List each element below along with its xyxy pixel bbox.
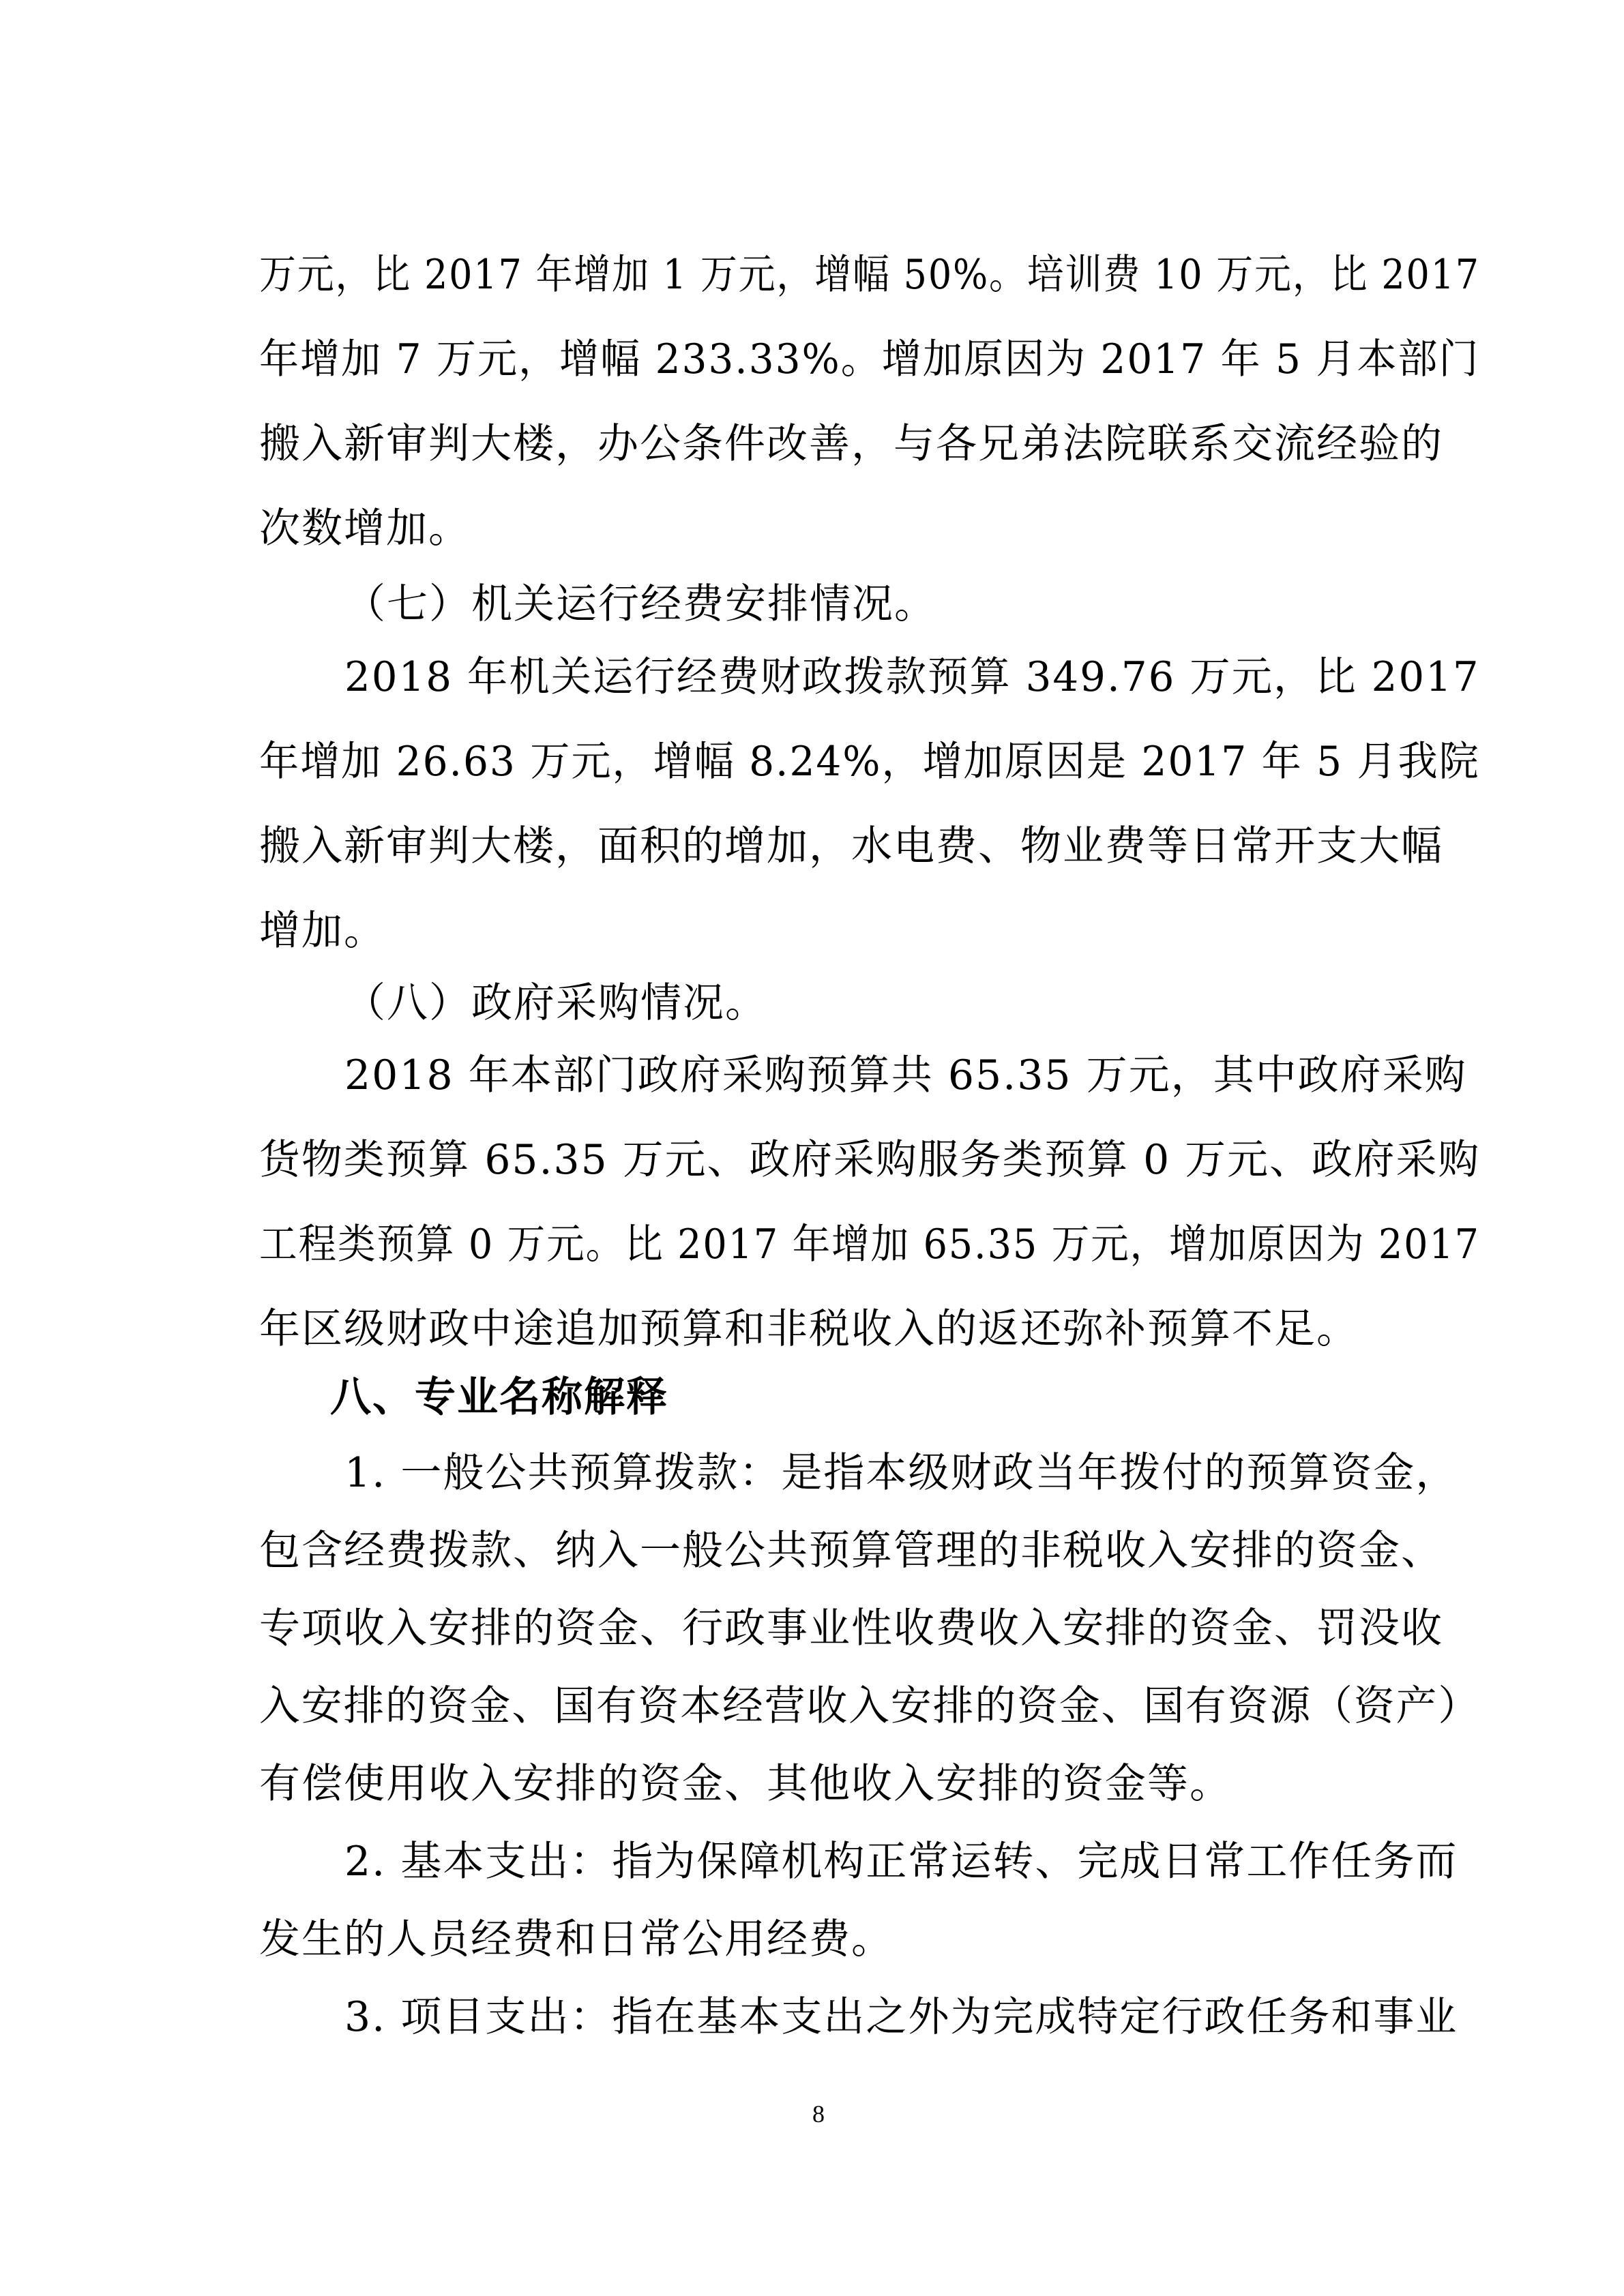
body-line: 搬入新审判大楼，办公条件改善，与各兄弟法院联系交流经验的 [259, 420, 1443, 468]
body-line: 货物类预算 65.35 万元、政府采购服务类预算 0 万元、政府采购 [259, 1136, 1481, 1184]
page-number: 8 [812, 2100, 825, 2128]
body-line: 入安排的资金、国有资本经营收入安排的资金、国有资源（资产） [259, 1682, 1481, 1730]
body-line: 年增加 26.63 万元，增幅 8.24%，增加原因是 2017 年 5 月我院 [259, 738, 1480, 786]
section-heading: 八、专业名称解释 [330, 1373, 668, 1421]
body-line: 搬入新审判大楼，面积的增加，水电费、物业费等日常开支大幅 [259, 822, 1443, 870]
section-subheading: （七）机关运行经费安排情况。 [344, 580, 936, 628]
body-line: 有偿使用收入安排的资金、其他收入安排的资金等。 [259, 1760, 1232, 1808]
body-line: 万元，比 2017 年增加 1 万元，增幅 50%。培训费 10 万元，比 2017 [259, 251, 1480, 299]
body-line: 专项收入安排的资金、行政事业性收费收入安排的资金、罚没收 [259, 1605, 1443, 1652]
body-line: 1. 一般公共预算拨款：是指本级财政当年拨付的预算资金， [344, 1449, 1458, 1497]
body-line: 2018 年本部门政府采购预算共 65.35 万元，其中政府采购 [344, 1052, 1467, 1099]
body-line: 次数增加。 [259, 505, 471, 552]
section-subheading: （八）政府采购情况。 [344, 979, 767, 1027]
body-line: 包含经费拨款、纳入一般公共预算管理的非税收入安排的资金、 [259, 1527, 1443, 1575]
body-line: 增加。 [259, 907, 386, 955]
body-line: 发生的人员经费和日常公用经费。 [259, 1915, 894, 1963]
body-line: 年区级财政中途追加预算和非税收入的返还弥补预算不足。 [259, 1305, 1359, 1353]
body-line: 年增加 7 万元，增幅 233.33%。增加原因为 2017 年 5 月本部门 [259, 336, 1480, 383]
body-line: 2. 基本支出：指为保障机构正常运转、完成日常工作任务而 [344, 1838, 1458, 1885]
body-line: 2018 年机关运行经费财政拨款预算 349.76 万元，比 2017 [344, 653, 1480, 701]
body-line: 工程类预算 0 万元。比 2017 年增加 65.35 万元，增加原因为 2017 [259, 1221, 1480, 1268]
body-line: 3. 项目支出：指在基本支出之外为完成特定行政任务和事业 [344, 1993, 1458, 2041]
